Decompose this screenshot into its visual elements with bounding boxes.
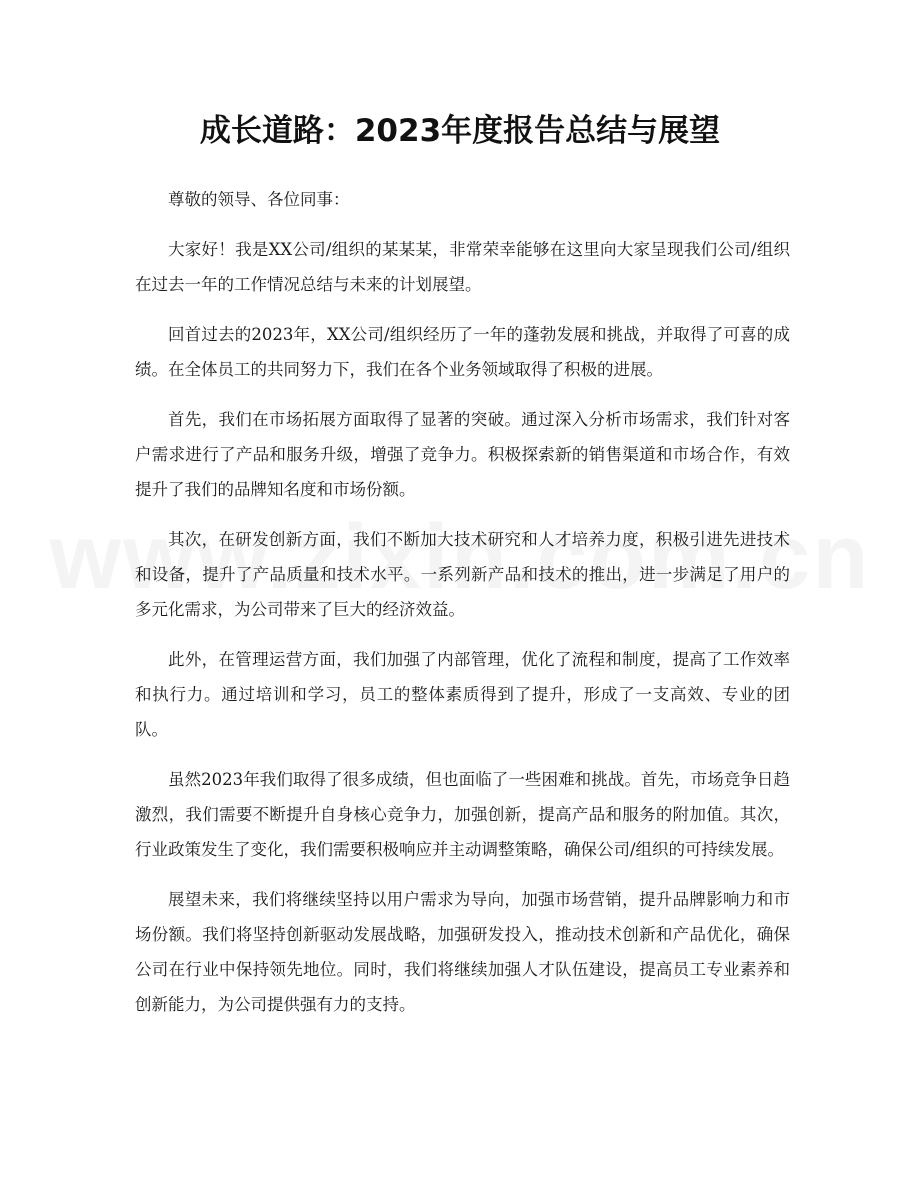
body-paragraph: 大家好！我是XX公司/组织的某某某，非常荣幸能够在这里向大家呈现我们公司/组织在过去一年的工作情况总结与未来的计划展望。 [135,240,790,294]
body-paragraph: 回首过去的2023年，XX公司/组织经历了一年的蓬勃发展和挑战，并取得了可喜的成绩。在全体员工的共同努力下，我们在各个业务领域取得了积极的进展。 [135,325,790,379]
body-paragraph: 虽然2023年我们取得了很多成绩，但也面临了一些困难和挑战。首先，市场竞争日趋激烈，我们需要不断提升自身核心竞争力，加强创新，提高产品和服务的附加值。其次，行业政策发生了变化，我们需要积极响应并主动调整策略，确保公司/组织的可持续发展。 [135,770,790,859]
body-paragraph: 其次，在研发创新方面，我们不断加大技术研究和人才培养力度，积极引进先进技术和设备，提升了产品质量和技术水平。一系列新产品和技术的推出，进一步满足了用户的多元化需求，为公司带来了巨大的经济效益。 [135,530,790,619]
salutation-paragraph: 尊敬的领导、各位同事： [168,190,350,209]
body-paragraph: 展望未来，我们将继续坚持以用户需求为导向，加强市场营销，提升品牌影响力和市场份额。我们将坚持创新驱动发展战略，加强研发投入，推动技术创新和产品优化，确保公司在行业中保持领先地位。同时，我们将继续加强人才队伍建设，提高员工专业素养和创新能力，为公司提供强有力的支持。 [135,890,790,1014]
document-title: 成长道路：2023年度报告总结与展望 [199,113,721,149]
body-paragraph: 首先，我们在市场拓展方面取得了显著的突破。通过深入分析市场需求，我们针对客户需求进行了产品和服务升级，增强了竞争力。积极探索新的销售渠道和市场合作，有效提升了我们的品牌知名度和市场份额。 [135,410,790,499]
body-paragraph: 此外，在管理运营方面，我们加强了内部管理，优化了流程和制度，提高了工作效率和执行力。通过培训和学习，员工的整体素质得到了提升，形成了一支高效、专业的团队。 [135,650,790,739]
document-body [135,182,790,1037]
